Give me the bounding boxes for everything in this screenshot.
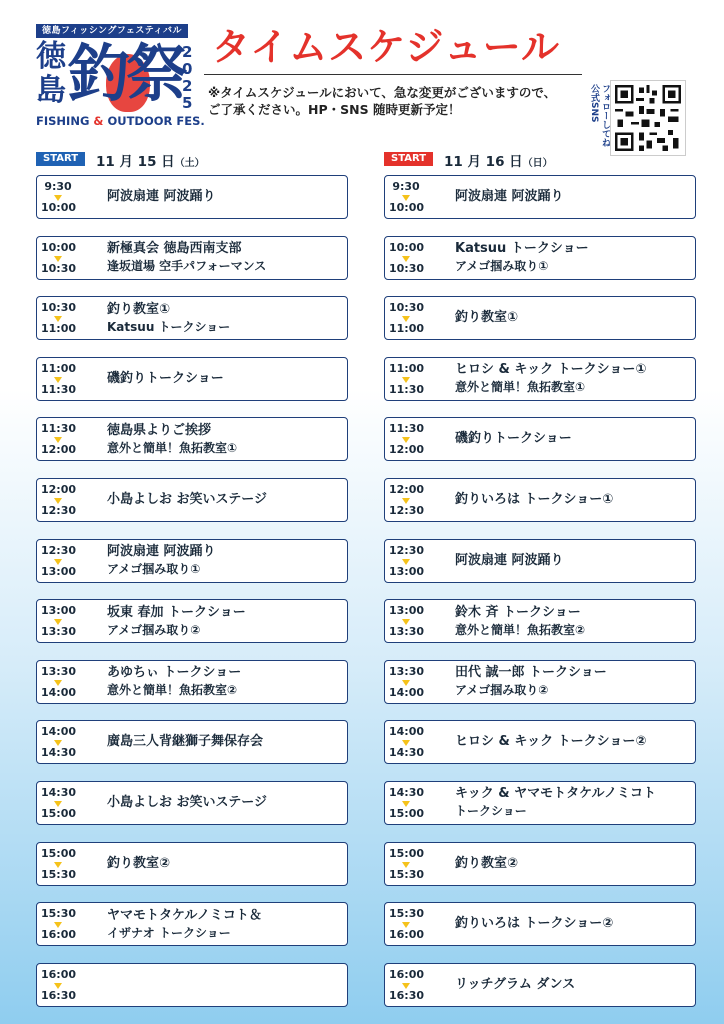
event-title: 釣り教室① xyxy=(455,310,519,326)
start-time: 9:30 xyxy=(44,180,72,193)
event-title: 阿波扇連 阿波踊り xyxy=(107,189,216,204)
logo-en-amp: & xyxy=(93,114,104,128)
logo-kanji: 釣祭 xyxy=(68,37,185,110)
event-title: 磯釣りトークショー xyxy=(107,370,224,386)
event-title: Katsuu トークショー xyxy=(107,319,231,334)
event-title: アメゴ掴み取り② xyxy=(455,683,549,698)
event-title: アメゴ掴み取り① xyxy=(455,259,549,274)
event-title: 磯釣りトークショー xyxy=(455,431,572,447)
start-time: 13:30 xyxy=(41,664,77,678)
slot-times xyxy=(37,661,77,703)
event-title: キック & ヤマモトタケルノミコト xyxy=(455,786,656,802)
triangle-down-icon xyxy=(402,862,410,868)
slot-times xyxy=(385,540,425,582)
start-time: 12:30 xyxy=(389,543,425,557)
slot-times xyxy=(385,600,425,642)
end-time: 11:00 xyxy=(41,322,77,336)
start-badge: START xyxy=(384,152,433,166)
event-title: 新極真会 徳島西南支部 xyxy=(107,241,242,257)
end-time: 15:30 xyxy=(389,867,425,881)
day-header xyxy=(384,150,696,170)
end-time: 14:30 xyxy=(389,746,425,760)
event-title: 坂東 春加 トークショー xyxy=(107,604,246,620)
slot-events xyxy=(77,301,347,336)
schedule-slot xyxy=(384,902,696,946)
end-time: 15:00 xyxy=(41,806,77,820)
start-time: 10:30 xyxy=(389,301,425,315)
slot-times xyxy=(385,721,425,763)
slot-events xyxy=(425,309,695,327)
event-title: 小島よしお お笑いステージ xyxy=(107,794,268,810)
slot-times xyxy=(385,903,425,945)
start-time: 14:30 xyxy=(389,785,425,799)
start-time: 13:00 xyxy=(389,604,425,618)
triangle-down-icon xyxy=(402,256,410,262)
schedule-slot xyxy=(36,599,348,643)
triangle-down-icon xyxy=(54,377,62,383)
schedule-slot xyxy=(384,296,696,340)
event-title: リッチグラム ダンス xyxy=(455,976,576,992)
end-time: 11:30 xyxy=(41,382,77,396)
start-time: 12:30 xyxy=(41,543,77,557)
slot-times xyxy=(385,418,425,460)
slot-times xyxy=(37,237,77,279)
notice-line-1: ※タイムスケジュールにおいて、急な変更がございますので、 xyxy=(208,85,557,100)
start-time: 11:00 xyxy=(389,361,425,375)
end-time: 13:30 xyxy=(389,625,425,639)
slot-events xyxy=(77,422,347,457)
schedule-slot xyxy=(384,842,696,886)
day-header xyxy=(36,150,348,170)
slot-events xyxy=(425,188,695,206)
slot-events xyxy=(77,543,347,578)
start-time: 16:00 xyxy=(389,967,425,981)
schedule-slot xyxy=(36,902,348,946)
event-title: あゆちぃ トークショー xyxy=(107,665,242,681)
end-time: 15:30 xyxy=(41,867,77,881)
slot-times xyxy=(37,479,77,521)
schedule-slot xyxy=(384,478,696,522)
start-time: 13:30 xyxy=(389,664,425,678)
event-title: 意外と簡単！魚拓教室② xyxy=(107,683,238,698)
schedule-slot xyxy=(384,599,696,643)
slot-times xyxy=(37,903,77,945)
slot-times xyxy=(37,964,77,1006)
event-title: 逢坂道場 空手パフォーマンス xyxy=(107,259,267,274)
triangle-down-icon xyxy=(54,680,62,686)
logo-en-left: FISHING xyxy=(36,114,90,128)
end-time: 12:30 xyxy=(389,503,425,517)
schedule-slot xyxy=(384,236,696,280)
end-time: 13:30 xyxy=(41,625,77,639)
slot-times xyxy=(385,479,425,521)
end-time: 11:00 xyxy=(389,322,425,336)
start-time: 10:30 xyxy=(41,301,77,315)
start-time: 13:00 xyxy=(41,604,77,618)
schedule-slot xyxy=(384,357,696,401)
slot-times xyxy=(385,782,425,824)
slot-events xyxy=(77,733,347,751)
slot-times xyxy=(385,843,425,885)
schedule-slot xyxy=(36,357,348,401)
schedule-slot xyxy=(384,720,696,764)
start-time: 15:00 xyxy=(389,846,425,860)
schedule-slot xyxy=(36,175,348,219)
sns-follow-label: フォローしてね 公式SNS xyxy=(589,84,610,147)
end-time: 16:00 xyxy=(41,928,77,942)
slot-times xyxy=(385,237,425,279)
triangle-down-icon xyxy=(54,862,62,868)
schedule-slot xyxy=(36,539,348,583)
end-time: 12:00 xyxy=(389,443,425,457)
date-text: 11 月 15 日 xyxy=(96,154,175,170)
slot-events xyxy=(425,733,695,751)
slot-times xyxy=(385,358,425,400)
slot-times xyxy=(37,540,77,582)
logo-subtitle: 徳島フィッシングフェスティバル xyxy=(36,24,188,38)
slot-times xyxy=(37,358,77,400)
slot-events xyxy=(425,240,695,275)
event-title: 意外と簡単！魚拓教室① xyxy=(455,380,586,395)
slot-events xyxy=(77,907,347,942)
schedule-slot xyxy=(384,417,696,461)
slot-events xyxy=(77,604,347,639)
slot-times xyxy=(37,600,77,642)
start-badge: START xyxy=(36,152,85,166)
triangle-down-icon xyxy=(54,256,62,262)
event-title: アメゴ掴み取り② xyxy=(107,622,201,637)
triangle-down-icon xyxy=(402,559,410,565)
schedule-slot xyxy=(36,720,348,764)
end-time: 16:30 xyxy=(389,988,425,1002)
start-time: 15:30 xyxy=(41,907,77,921)
start-time: 11:00 xyxy=(41,361,77,375)
slot-list xyxy=(384,175,696,1007)
festival-logo xyxy=(36,20,205,132)
start-time: 12:00 xyxy=(41,482,77,496)
slot-events xyxy=(77,855,347,873)
event-title: 廣島三人背継獅子舞保存会 xyxy=(107,734,264,750)
slot-times xyxy=(385,176,425,218)
event-title: 釣り教室② xyxy=(107,855,171,871)
schedule-notice xyxy=(208,84,588,118)
end-time: 10:00 xyxy=(389,201,425,214)
slot-events xyxy=(425,915,695,933)
day-column-saturday xyxy=(36,150,348,1023)
triangle-down-icon xyxy=(402,680,410,686)
triangle-down-icon xyxy=(54,983,62,989)
slot-events xyxy=(77,370,347,388)
slot-events xyxy=(77,240,347,275)
end-time: 13:00 xyxy=(41,564,77,578)
slot-events xyxy=(77,664,347,699)
qr-code-icon[interactable] xyxy=(610,80,686,156)
slot-events xyxy=(77,794,347,812)
event-title: 阿波扇連 阿波踊り xyxy=(455,552,564,568)
event-title: 釣り教室① xyxy=(107,301,171,317)
slot-times xyxy=(385,964,425,1006)
event-title: 意外と簡単！魚拓教室① xyxy=(107,440,238,455)
logo-english xyxy=(36,114,205,128)
schedule-slot xyxy=(36,781,348,825)
end-time: 12:30 xyxy=(41,503,77,517)
triangle-down-icon xyxy=(54,559,62,565)
event-title: 徳島県よりご挨拶 xyxy=(107,422,212,438)
schedule-slot xyxy=(36,236,348,280)
event-title: 釣り教室② xyxy=(455,855,519,871)
event-title: ヒロシ & キック トークショー① xyxy=(455,362,647,378)
start-time: 9:30 xyxy=(392,180,420,193)
event-title: 意外と簡単！魚拓教室② xyxy=(455,622,586,637)
event-title: 田代 誠一郎 トークショー xyxy=(455,665,607,681)
schedule-slot xyxy=(36,963,348,1007)
schedule-slot xyxy=(384,963,696,1007)
triangle-down-icon xyxy=(402,983,410,989)
end-time: 10:30 xyxy=(41,261,77,275)
slot-events xyxy=(77,491,347,509)
logo-year: 2025 xyxy=(182,43,193,112)
slot-events xyxy=(425,430,695,448)
event-title: トークショー xyxy=(455,804,527,819)
event-title: 鈴木 斉 トークショー xyxy=(455,604,581,620)
slot-times xyxy=(385,661,425,703)
start-time: 14:00 xyxy=(389,725,425,739)
slot-events xyxy=(425,664,695,699)
slot-times xyxy=(37,418,77,460)
start-time: 14:00 xyxy=(41,725,77,739)
slot-events xyxy=(425,552,695,570)
slot-times xyxy=(37,297,77,339)
logo-vertical-text: 徳島 xyxy=(36,39,66,108)
weekday-text: （土） xyxy=(174,158,205,169)
event-title: 阿波扇連 阿波踊り xyxy=(107,544,216,560)
triangle-down-icon xyxy=(402,377,410,383)
date-text: 11 月 16 日 xyxy=(444,154,523,170)
event-title: ヤマモトタケルノミコト＆ xyxy=(107,907,262,923)
event-title: Katsuu トークショー xyxy=(455,241,589,257)
event-title: 小島よしお お笑いステージ xyxy=(107,491,268,507)
slot-times xyxy=(37,721,77,763)
end-time: 11:30 xyxy=(389,382,425,396)
end-time: 14:30 xyxy=(41,746,77,760)
event-title: 釣りいろは トークショー② xyxy=(455,916,614,932)
schedule-slot xyxy=(36,842,348,886)
start-time: 10:00 xyxy=(389,240,425,254)
end-time: 16:00 xyxy=(389,928,425,942)
schedule-slot xyxy=(36,478,348,522)
schedule-slot xyxy=(36,417,348,461)
slot-times xyxy=(385,297,425,339)
slot-events xyxy=(425,855,695,873)
schedule-slot xyxy=(384,660,696,704)
end-time: 14:00 xyxy=(41,685,77,699)
slot-events xyxy=(425,604,695,639)
day-column-sunday xyxy=(384,150,696,1023)
slot-events xyxy=(425,976,695,994)
start-time: 12:00 xyxy=(389,482,425,496)
slot-times xyxy=(37,782,77,824)
slot-times xyxy=(37,176,77,218)
slot-events xyxy=(425,785,695,820)
weekday-text: （日） xyxy=(522,158,553,169)
slot-events xyxy=(425,491,695,509)
slot-events xyxy=(77,188,347,206)
day-date xyxy=(444,150,553,170)
schedule-slot xyxy=(36,296,348,340)
event-title: 阿波扇連 阿波踊り xyxy=(455,189,564,204)
page-title: タイムスケジュール xyxy=(212,25,560,69)
event-title: イザナオ トークショー xyxy=(107,925,231,940)
end-time: 12:00 xyxy=(41,443,77,457)
end-time: 14:00 xyxy=(389,685,425,699)
notice-line-2: ご了承ください。HP・SNS 随時更新予定！ xyxy=(208,102,461,117)
end-time: 15:00 xyxy=(389,806,425,820)
schedule-slot xyxy=(384,175,696,219)
end-time: 13:00 xyxy=(389,564,425,578)
logo-en-right: OUTDOOR FES. xyxy=(107,114,205,128)
end-time: 10:00 xyxy=(41,201,77,214)
start-time: 11:30 xyxy=(41,422,77,436)
event-title: 釣りいろは トークショー① xyxy=(455,491,614,507)
start-time: 15:30 xyxy=(389,907,425,921)
schedule-slot xyxy=(36,660,348,704)
end-time: 10:30 xyxy=(389,261,425,275)
day-date xyxy=(96,150,205,170)
slot-list xyxy=(36,175,348,1007)
start-time: 16:00 xyxy=(41,967,77,981)
event-title: ヒロシ & キック トークショー② xyxy=(455,734,647,750)
schedule-slot xyxy=(384,539,696,583)
schedule-slot xyxy=(384,781,696,825)
start-time: 11:30 xyxy=(389,422,425,436)
start-time: 14:30 xyxy=(41,785,77,799)
event-title: アメゴ掴み取り① xyxy=(107,562,201,577)
start-time: 15:00 xyxy=(41,846,77,860)
start-time: 10:00 xyxy=(41,240,77,254)
title-divider xyxy=(204,74,582,75)
slot-events xyxy=(425,361,695,396)
slot-times xyxy=(37,843,77,885)
end-time: 16:30 xyxy=(41,988,77,1002)
